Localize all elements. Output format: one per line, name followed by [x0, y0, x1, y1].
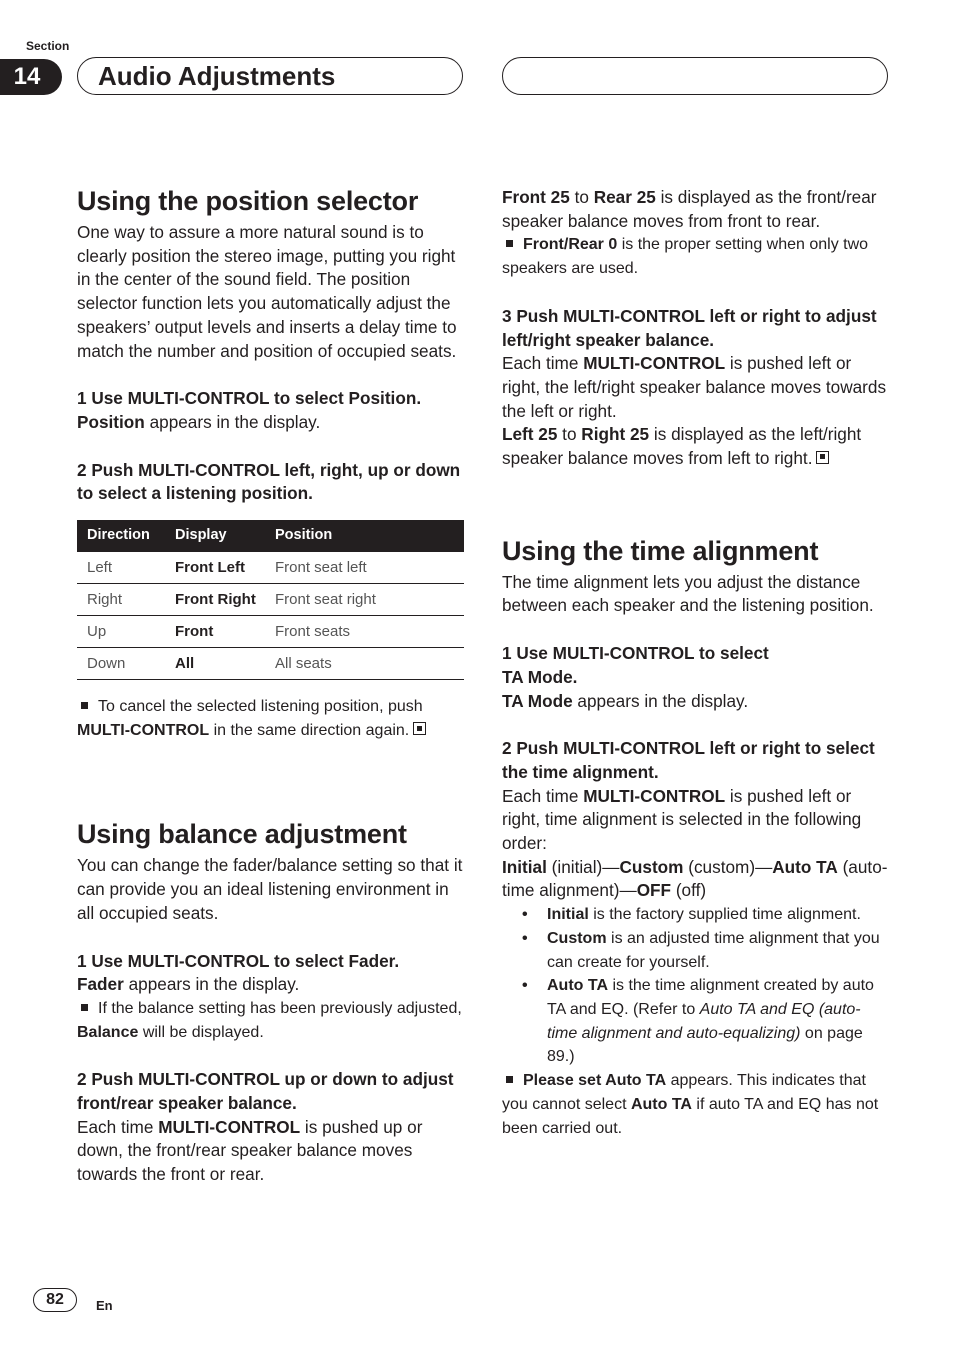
table-cell: Front seat right — [265, 584, 464, 616]
list-item: • Custom is an adjusted time alignment that you can create for yourself. — [502, 927, 890, 974]
table-row — [77, 584, 464, 616]
end-mark-icon — [816, 451, 829, 464]
balance-step3-range: Left 25 to Right 25 is displayed as the left/right speaker balance moves from left to right. — [502, 424, 862, 469]
ta-order: Initial (initial)—Custom (custom)—Auto TA (auto-time alignment)—OFF (off) — [502, 856, 888, 901]
balance-step1-text: Fader appears in the display. — [77, 974, 300, 995]
section-subtitle-box — [502, 57, 888, 95]
table-cell: Front — [165, 616, 265, 648]
table-cell: Front seat left — [265, 552, 464, 584]
position-step2-heading: 2 Push MULTI-CONTROL left, right, up or down to select a listening position. — [77, 459, 461, 504]
table-row — [77, 552, 464, 584]
time-alignment-intro: The time alignment lets you adjust the distance between each speaker and the listening position. — [502, 571, 874, 616]
page-number: 82 — [33, 1288, 77, 1312]
ta-bullet-list — [502, 903, 890, 1069]
table-cell: Right — [77, 584, 165, 616]
note-bullet-icon — [81, 702, 88, 709]
table-cell: Front seats — [265, 616, 464, 648]
ta-step2-heading: 2 Push MULTI-CONTROL left or right to select the time alignment. — [502, 738, 875, 782]
balance-step3-heading: 3 Push MULTI-CONTROL left or right to adjust left/right speaker balance. — [502, 305, 877, 350]
end-mark-icon — [413, 722, 426, 735]
table-cell: Front Left — [165, 552, 265, 584]
section-number: 14 — [0, 59, 62, 95]
position-table — [77, 520, 464, 680]
table-row — [77, 616, 464, 648]
balance-step2-heading: 2 Push MULTI-CONTROL up or down to adjust front/rear speaker balance. — [77, 1069, 454, 1114]
balance-step3-text: Each time MULTI-CONTROL is pushed left or right, the left/right speaker balance moves towards the left or right. — [502, 353, 887, 421]
position-selector-intro: One way to assure a more natural sound is to clearly position the stereo image, putting you right in the center of the sound field. The position selector function lets you automatically adjust the speakers’ output levels and inserts a delay time to match the number and position of occupied seats. — [77, 222, 457, 361]
table-cell: All seats — [265, 648, 464, 680]
table-row — [77, 648, 464, 680]
ta-note: Please set Auto TA appears. This indicates that you cannot select Auto TA if auto TA and EQ has not been carried out. — [502, 1072, 879, 1137]
time-alignment-heading: Using the time alignment — [502, 535, 819, 566]
right-column — [502, 186, 890, 1140]
list-item: • Initial is the factory supplied time alignment. — [502, 903, 890, 927]
table-cell: All — [165, 648, 265, 680]
balance-note2: Front/Rear 0 is the proper setting when only two speakers are used. — [502, 236, 869, 278]
position-selector-heading: Using the position selector — [77, 186, 419, 216]
ta-step1-text: TA Mode appears in the display. — [502, 690, 749, 711]
language-label: En — [96, 1298, 113, 1313]
ta-step2-text: Each time MULTI-CONTROL is pushed left or right, time alignment is selected in the following order: — [502, 785, 862, 854]
section-label: Section — [26, 39, 70, 53]
table-header-direction: Direction — [77, 520, 165, 552]
table-cell: Down — [77, 648, 165, 680]
note-bullet-icon — [81, 1004, 88, 1011]
table-header-position: Position — [265, 520, 464, 552]
table-cell: Front Right — [165, 584, 265, 616]
balance-step2-continued: Front 25 to Rear 25 is displayed as the front/rear speaker balance moves from front to rear. — [502, 187, 877, 231]
table-cell: Left — [77, 552, 165, 584]
ta-step1-heading-b: TA Mode. — [502, 666, 578, 687]
table-header-display: Display — [165, 520, 265, 552]
position-note: To cancel the selected listening position, push MULTI-CONTROL in the same direction again. — [77, 695, 465, 742]
table-cell: Up — [77, 616, 165, 648]
balance-step2-text: Each time MULTI-CONTROL is pushed up or down, the front/rear speaker balance moves towards the front or rear. — [77, 1116, 423, 1185]
ta-step1-heading-a: 1 Use MULTI-CONTROL to select — [502, 643, 769, 664]
left-column — [77, 183, 465, 1187]
balance-heading: Using balance adjustment — [77, 819, 407, 850]
note-bullet-icon — [506, 1076, 513, 1083]
list-item: • Auto TA is the time alignment created by auto TA and EQ. (Refer to Auto TA and EQ (auto-time alignment and auto-equalizing) on page 89.) — [502, 974, 890, 1069]
balance-note: If the balance setting has been previously adjusted, Balance will be displayed. — [77, 999, 462, 1041]
section-title: Audio Adjustments — [77, 57, 463, 95]
balance-intro: You can change the fader/balance setting so that it can provide you an ideal listening environment in all occupied seats. — [77, 855, 463, 923]
position-step1-heading: 1 Use MULTI-CONTROL to select Position. — [77, 388, 422, 409]
note-bullet-icon — [506, 240, 513, 247]
position-step1-text: Position appears in the display. — [77, 411, 321, 432]
balance-step1-heading: 1 Use MULTI-CONTROL to select Fader. — [77, 950, 400, 971]
